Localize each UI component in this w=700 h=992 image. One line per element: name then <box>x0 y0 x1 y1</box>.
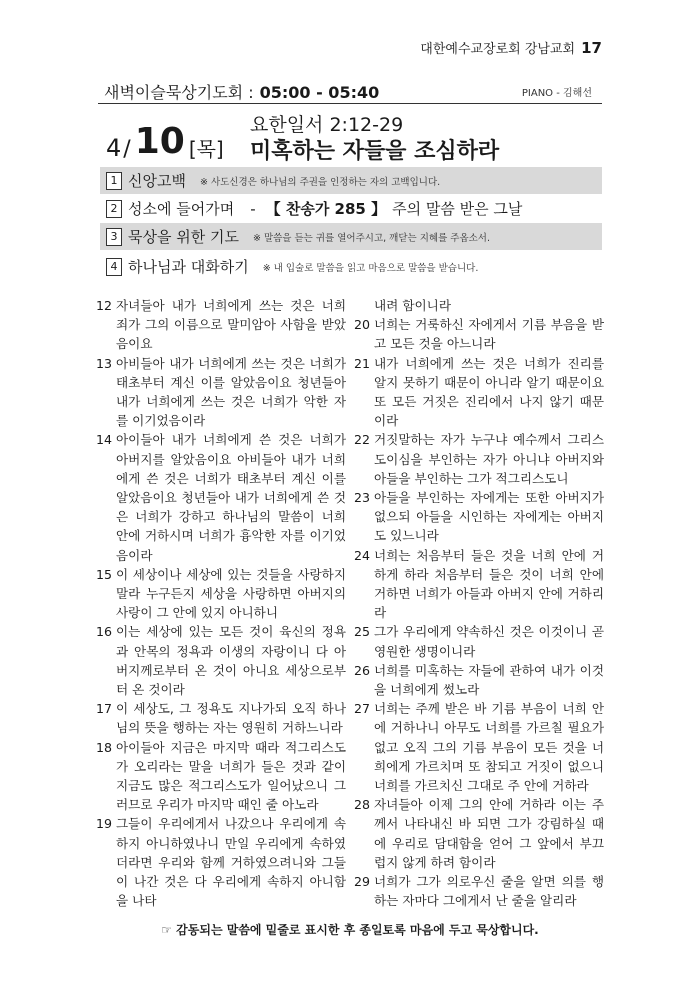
verse <box>96 296 346 354</box>
verse-text: 이 세상도, 그 정욕도 지나가되 오직 하나님의 뜻을 행하는 자는 영원히 거하느니라 <box>116 701 346 736</box>
verse <box>354 795 604 872</box>
verse-number: 25 <box>354 624 371 640</box>
verse-text: 너희는 거룩하신 자에게서 기름 부음을 받고 모든 것을 아느니라 <box>374 317 604 352</box>
verse <box>354 315 604 353</box>
step-label: 하나님과 대화하기 <box>128 258 249 276</box>
step-dash: - <box>250 199 256 218</box>
date-month: 4 <box>106 134 122 162</box>
verse-text: 자녀들아 이제 그의 안에 거하라 이는 주께서 나타내신 바 되면 그가 강림하실 때에 우리로 담대함을 얻어 그 앞에서 부끄럽지 않게 하려 함이라 <box>374 797 604 870</box>
verse <box>354 430 604 488</box>
verse-number: 12 <box>96 298 113 313</box>
verse <box>354 872 604 910</box>
date-slash: / <box>123 137 131 162</box>
step-dialogue <box>100 253 602 280</box>
verse-text: 아이들아 지금은 마지막 때라 적그리스도가 오리라는 말을 너희가 들은 것과 같이 지금도 많은 적그리스도가 일어났으니 그러므로 우리가 마지막 때인 줄 아노라 <box>116 739 346 813</box>
verse-text: 너희를 미혹하는 자들에 관하여 내가 이것을 너희에게 썼노라 <box>374 662 604 698</box>
verse-number: 27 <box>354 701 371 717</box>
verse-number: 29 <box>354 874 371 890</box>
verse <box>96 699 346 737</box>
step-prayer <box>100 223 602 250</box>
verse-number: 21 <box>354 355 371 371</box>
scripture-reference: 요한일서 2:12-29 <box>250 114 404 136</box>
verse-number: 19 <box>96 816 113 832</box>
hymn-number: 【 찬송가 285 】 <box>265 200 387 218</box>
step-note: ※ 말씀을 듣는 귀를 열어주시고, 깨닫는 지혜를 주옵소서. <box>252 232 491 244</box>
verse <box>354 488 604 546</box>
verse-number: 24 <box>354 547 371 563</box>
verse-number: 16 <box>96 624 113 640</box>
header-divider <box>98 103 602 104</box>
piano-credit: PIANO - 김해선 <box>521 88 592 99</box>
verse-number: 26 <box>354 662 371 678</box>
verse-number: 28 <box>354 797 371 813</box>
verse-text: 내가 너희에게 쓰는 것은 너희가 진리를 알지 못하기 때문이 아니라 알기 때문이요 또 모든 거짓은 진리에서 나지 않기 때문이라 <box>374 355 604 429</box>
verse-number: 22 <box>354 432 371 448</box>
verse <box>354 354 604 431</box>
verse-text: 그가 우리에게 약속하신 것은 이것이니 곧 영원한 생명이니라 <box>374 624 604 659</box>
service-time: 05:00 - 05:40 <box>259 83 380 102</box>
verse-number: 14 <box>96 432 113 448</box>
verse <box>96 738 346 815</box>
verse-continuation <box>354 296 604 315</box>
hymn-title: 주의 말씀 받은 그날 <box>392 200 523 218</box>
verses-left-column <box>96 296 346 911</box>
step-number: 3 <box>106 228 122 246</box>
verse-text: 그들이 우리에게서 나갔으나 우리에게 속하지 아니하였나니 만일 우리에게 속하였더라면 우리와 함께 거하였으려니와 그들이 나간 것은 다 우리에게 속하지 아니함을 나타 <box>116 816 346 909</box>
verse <box>354 661 604 699</box>
verse-text: 이는 세상에 있는 모든 것이 육신의 정욕과 안목의 정욕과 이생의 자랑이니 다 아버지께로부터 온 것이 아니요 세상으로부터 온 것이라 <box>116 624 346 698</box>
verse-number: 17 <box>96 701 113 717</box>
verse-number: 15 <box>96 566 113 582</box>
verse <box>354 699 604 795</box>
service-info <box>104 80 379 103</box>
verse-number: 18 <box>96 739 113 755</box>
verse-number: 20 <box>354 317 371 333</box>
verse-number: 13 <box>96 355 113 371</box>
date-weekday: [목] <box>188 137 224 161</box>
verse-text: 너희는 주께 받은 바 기름 부음이 너희 안에 거하나니 아무도 너희를 가르칠 필요가 없고 오직 그의 기름 부음이 모든 것을 너희에게 가르치며 또 참되고 거짓이 없으니 너희를 가르치신 그대로 주 안에 거하라 <box>374 701 604 794</box>
verse-number: 23 <box>354 490 371 506</box>
verse <box>96 814 346 910</box>
verse <box>96 565 346 623</box>
meditation-instruction: ☞ 감동되는 말씀에 밑줄로 표시한 후 종일토록 마음에 두고 묵상합니다. <box>161 923 539 937</box>
step-number: 1 <box>106 172 122 190</box>
verse <box>96 430 346 564</box>
verse-text: 이 세상이나 세상에 있는 것들을 사랑하지 말라 누구든지 세상을 사랑하면 아버지의 사랑이 그 안에 있지 아니하니 <box>116 566 346 621</box>
date-day: 10 <box>134 121 185 162</box>
verse-text: 너희는 처음부터 들은 것을 너희 안에 거하게 하라 처음부터 들은 것이 너희 안에 거하면 너희가 아들과 아버지 안에 거하리라 <box>374 547 604 621</box>
verse <box>354 622 604 660</box>
step-sanctuary <box>100 195 602 222</box>
verse-text: 거짓말하는 자가 누구냐 예수께서 그리스도이심을 부인하는 자가 아니냐 아버지와 아들을 부인하는 그가 적그리스도니 <box>374 432 604 486</box>
verse <box>96 622 346 699</box>
step-confession <box>100 167 602 194</box>
page-header <box>420 38 602 57</box>
verse-text: 내려 함이니라 <box>374 298 451 313</box>
step-number: 2 <box>106 200 122 218</box>
verse <box>354 546 604 623</box>
verses-right-column <box>354 296 604 911</box>
verse <box>96 354 346 431</box>
verse-text: 자녀들아 내가 너희에게 쓰는 것은 너희 죄가 그의 이름으로 말미암아 사함을 받았음이요 <box>116 298 346 352</box>
step-number: 4 <box>106 258 122 276</box>
page-number: 17 <box>581 39 602 57</box>
step-note: ※ 사도신경은 하나님의 주권을 인정하는 자의 고백입니다. <box>199 176 441 188</box>
verse-text: 아이들아 내가 너희에게 쓴 것은 너희가 아버지를 알았음이요 아비들아 내가 너희에게 쓴 것은 너희가 태초부터 계신 이를 알았음이요 청년들아 내가 너희에게 쓴 것은 너희가 강하고 하나님의 말씀이 너희 안에 거하시며 너희가 흉악한 자를 이기었음이라 <box>116 432 346 563</box>
step-label: 신앙고백 <box>128 172 186 190</box>
verse-number <box>354 296 374 315</box>
verse-text: 아비들아 내가 너희에게 쓰는 것은 너희가 태초부터 계신 이를 알았음이요 청년들아 내가 너희에게 쓰는 것은 너희가 악한 자를 이기었음이라 <box>116 355 346 429</box>
date-block <box>106 112 224 162</box>
church-name: 대한예수교장로회 강남교회 <box>420 42 576 57</box>
verse-text: 아들을 부인하는 자에게는 또한 아버지가 없으되 아들을 시인하는 자에게는 아버지도 있느니라 <box>374 490 604 544</box>
verse-text: 너희가 그가 의로우신 줄을 알면 의를 행하는 자마다 그에게서 난 줄을 알리라 <box>374 874 604 909</box>
service-label: 새벽이슬묵상기도회 : <box>104 83 254 102</box>
step-label: 묵상을 위한 기도 <box>128 228 239 246</box>
step-label: 성소에 들어가며 <box>128 200 235 218</box>
sermon-title: 미혹하는 자들을 조심하라 <box>250 139 500 164</box>
step-note: ※ 내 입술로 말씀을 읽고 마음으로 말씀을 받습니다. <box>262 262 479 274</box>
